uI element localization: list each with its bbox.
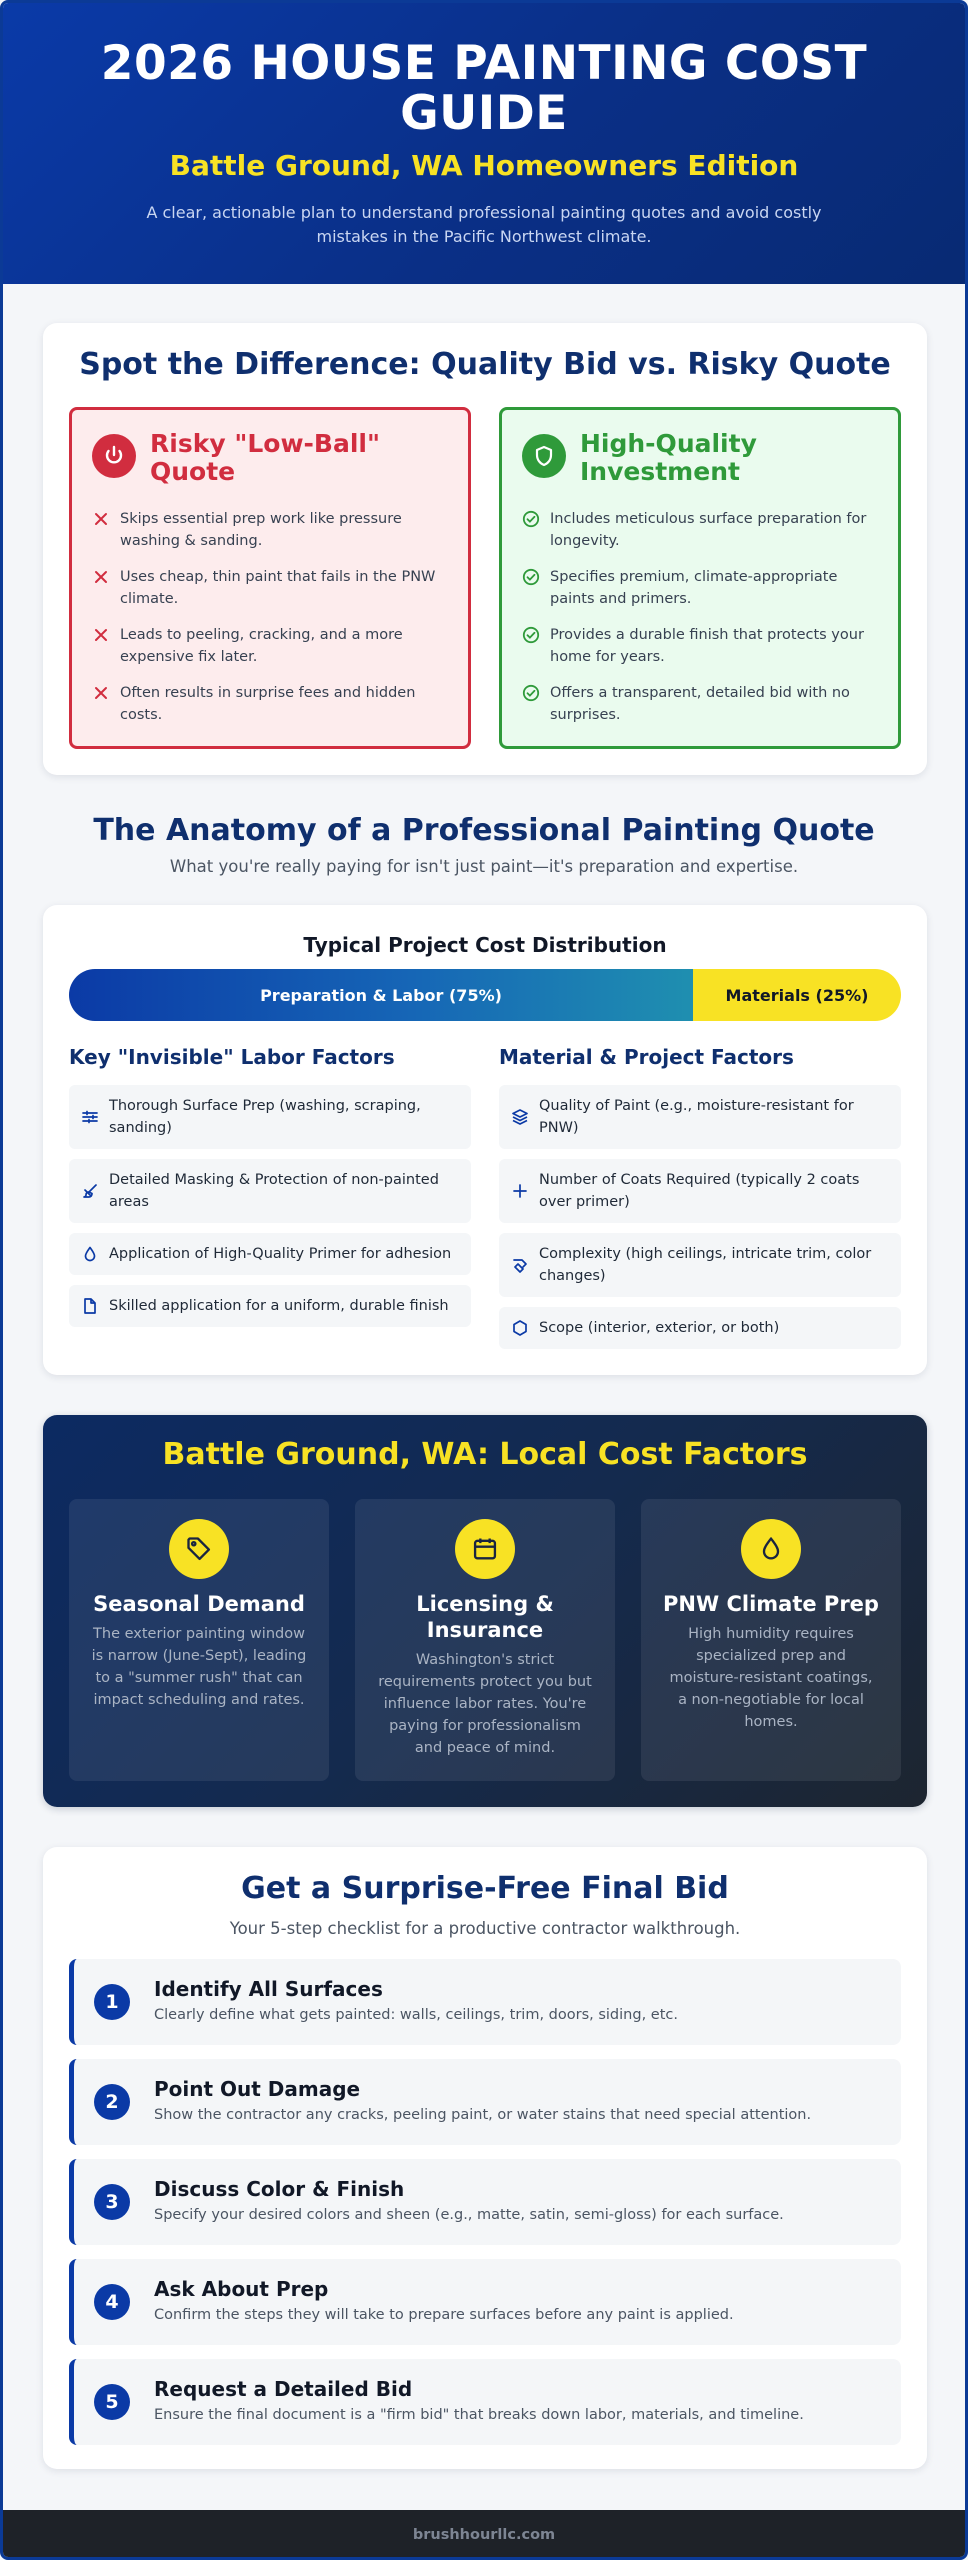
- shield-icon: [522, 434, 566, 478]
- local-card-title: PNW Climate Prep: [663, 1592, 879, 1616]
- cost-distribution-card: [43, 905, 927, 1375]
- step-title: Ask About Prep: [154, 2277, 329, 2301]
- quality-bid-title: High-Quality Investment: [580, 429, 757, 486]
- list-item-text: Includes meticulous surface preparation for longevity.: [550, 511, 867, 549]
- list-item: [522, 682, 880, 740]
- list-item: [92, 624, 450, 682]
- footer-link[interactable]: brushhourllc.com: [3, 2510, 965, 2560]
- compare-card: [43, 323, 927, 775]
- step-number: 2: [94, 2084, 130, 2120]
- cost-distribution-bar: [69, 969, 901, 1021]
- brush-icon: [81, 1182, 99, 1200]
- x-icon: [92, 568, 110, 586]
- page-title: 2026 HOUSE PAINTING COST GUIDE: [100, 36, 868, 141]
- anatomy-title: The Anatomy of a Professional Painting Quote: [93, 813, 875, 848]
- droplet-icon: [81, 1245, 99, 1263]
- check-circle-icon: [522, 568, 540, 586]
- material-factor-item: [499, 1159, 901, 1223]
- risky-list: [92, 508, 450, 740]
- quality-bid-box: [499, 407, 901, 749]
- list-item-text: Skips essential prep work like pressure washing & sanding.: [120, 511, 402, 549]
- factor-text: Detailed Masking & Protection of non-painted areas: [109, 1172, 439, 1210]
- checklist-subtitle: Your 5-step checklist for a productive contractor walkthrough.: [229, 1919, 741, 1938]
- check-circle-icon: [522, 510, 540, 528]
- factor-text: Number of Coats Required (typically 2 coats over primer): [539, 1172, 860, 1210]
- material-factor-item: [499, 1307, 901, 1349]
- local-card-text: High humidity requires specialized prep and moisture-resistant coatings, a non-negotiable for local homes.: [669, 1626, 873, 1730]
- materials-segment: Materials (25%): [693, 969, 901, 1021]
- power-icon: [92, 434, 136, 478]
- x-icon: [92, 510, 110, 528]
- factor-text: Scope (interior, exterior, or both): [539, 1320, 780, 1336]
- quality-list: [522, 508, 880, 740]
- plus-icon: [511, 1182, 529, 1200]
- droplet-icon: [741, 1519, 801, 1579]
- step-text: Ensure the final document is a "firm bid" that breaks down labor, materials, and timeline.: [154, 2407, 804, 2423]
- check-circle-icon: [522, 626, 540, 644]
- step-text: Show the contractor any cracks, peeling paint, or water stains that need special attention.: [154, 2107, 812, 2123]
- list-item: [522, 624, 880, 682]
- layers-icon: [511, 1108, 529, 1126]
- factor-text: Quality of Paint (e.g., moisture-resistant for PNW): [539, 1098, 854, 1136]
- local-card-licensing: [355, 1499, 615, 1781]
- step-number: 5: [94, 2384, 130, 2420]
- local-card-climate: [641, 1499, 901, 1781]
- step-number: 3: [94, 2184, 130, 2220]
- labor-factor-item: [69, 1233, 471, 1275]
- sliders-icon: [81, 1108, 99, 1126]
- list-item: [92, 508, 450, 566]
- page-subtitle: Battle Ground, WA Homeowners Edition: [169, 149, 799, 182]
- distribution-title: Typical Project Cost Distribution: [303, 933, 667, 957]
- calendar-icon: [455, 1519, 515, 1579]
- labor-segment: Preparation & Labor (75%): [69, 969, 693, 1021]
- labor-factors-heading: Key "Invisible" Labor Factors: [69, 1045, 395, 1069]
- anatomy-subtitle: What you're really paying for isn't just paint—it's preparation and expertise.: [169, 857, 799, 876]
- step-title: Discuss Color & Finish: [154, 2177, 405, 2201]
- step-text: Confirm the steps they will take to prepare surfaces before any paint is applied.: [154, 2307, 734, 2323]
- step-title: Request a Detailed Bid: [154, 2377, 413, 2401]
- factor-text: Skilled application for a uniform, durable finish: [109, 1298, 449, 1314]
- local-card-title: Licensing & Insurance: [416, 1592, 554, 1642]
- tag-icon: [169, 1519, 229, 1579]
- list-item: [92, 682, 450, 740]
- local-card-seasonal: [69, 1499, 329, 1781]
- list-item-text: Provides a durable finish that protects your home for years.: [550, 627, 864, 665]
- material-factor-item: [499, 1085, 901, 1149]
- step-text: Specify your desired colors and sheen (e.g., matte, satin, semi-gloss) for each surface.: [154, 2207, 784, 2223]
- labor-factor-item: [69, 1285, 471, 1327]
- step-number: 4: [94, 2284, 130, 2320]
- x-icon: [92, 626, 110, 644]
- factor-text: Application of High-Quality Primer for adhesion: [109, 1246, 452, 1262]
- file-icon: [81, 1297, 99, 1315]
- labor-factor-item: [69, 1085, 471, 1149]
- labor-factor-item: [69, 1159, 471, 1223]
- x-icon: [92, 684, 110, 702]
- checklist-title: Get a Surprise-Free Final Bid: [241, 1871, 729, 1906]
- checklist-card: [43, 1847, 927, 2469]
- step-text: Clearly define what gets painted: walls, ceilings, trim, doors, siding, etc.: [154, 2007, 678, 2023]
- list-item-text: Leads to peeling, cracking, and a more expensive fix later.: [120, 627, 403, 665]
- risky-quote-box: [69, 407, 471, 749]
- checklist-step: [69, 2059, 901, 2145]
- local-cost-factors-section: [43, 1415, 927, 1807]
- hexagon-icon: [511, 1319, 529, 1337]
- checklist-step: [69, 1959, 901, 2045]
- intro-text: A clear, actionable plan to understand professional painting quotes and avoid costly mistakes in the Pacific Northwest climate.: [146, 203, 822, 246]
- local-card-text: The exterior painting window is narrow (June-Sept), leading to a "summer rush" that can impact scheduling and rates.: [91, 1626, 307, 1708]
- material-factor-item: [499, 1233, 901, 1297]
- local-title: Battle Ground, WA: Local Cost Factors: [162, 1437, 808, 1472]
- list-item-text: Uses cheap, thin paint that fails in the PNW climate.: [120, 569, 436, 607]
- checklist-step: [69, 2159, 901, 2245]
- list-item-text: Often results in surprise fees and hidden costs.: [120, 685, 416, 723]
- list-item: [522, 566, 880, 624]
- checklist-step: [69, 2359, 901, 2445]
- local-card-text: Washington's strict requirements protect you but influence labor rates. You're paying for professionalism and peace of mind.: [378, 1652, 592, 1756]
- local-card-title: Seasonal Demand: [93, 1592, 305, 1616]
- list-item: [522, 508, 880, 566]
- factor-text: Complexity (high ceilings, intricate trim, color changes): [539, 1246, 872, 1284]
- list-item-text: Offers a transparent, detailed bid with no surprises.: [550, 685, 850, 723]
- compare-title: Spot the Difference: Quality Bid vs. Risky Quote: [79, 347, 891, 382]
- checklist-step: [69, 2259, 901, 2345]
- material-factors-heading: Material & Project Factors: [499, 1045, 794, 1069]
- paintbrush-icon: [511, 1256, 529, 1274]
- step-title: Point Out Damage: [154, 2077, 361, 2101]
- risky-quote-title: Risky "Low-Ball" Quote: [150, 429, 381, 486]
- list-item: [92, 566, 450, 624]
- step-title: Identify All Surfaces: [154, 1977, 383, 2001]
- check-circle-icon: [522, 684, 540, 702]
- factor-text: Thorough Surface Prep (washing, scraping, sanding): [109, 1098, 421, 1136]
- step-number: 1: [94, 1984, 130, 2020]
- hero-header: [3, 3, 965, 284]
- list-item-text: Specifies premium, climate-appropriate paints and primers.: [550, 569, 838, 607]
